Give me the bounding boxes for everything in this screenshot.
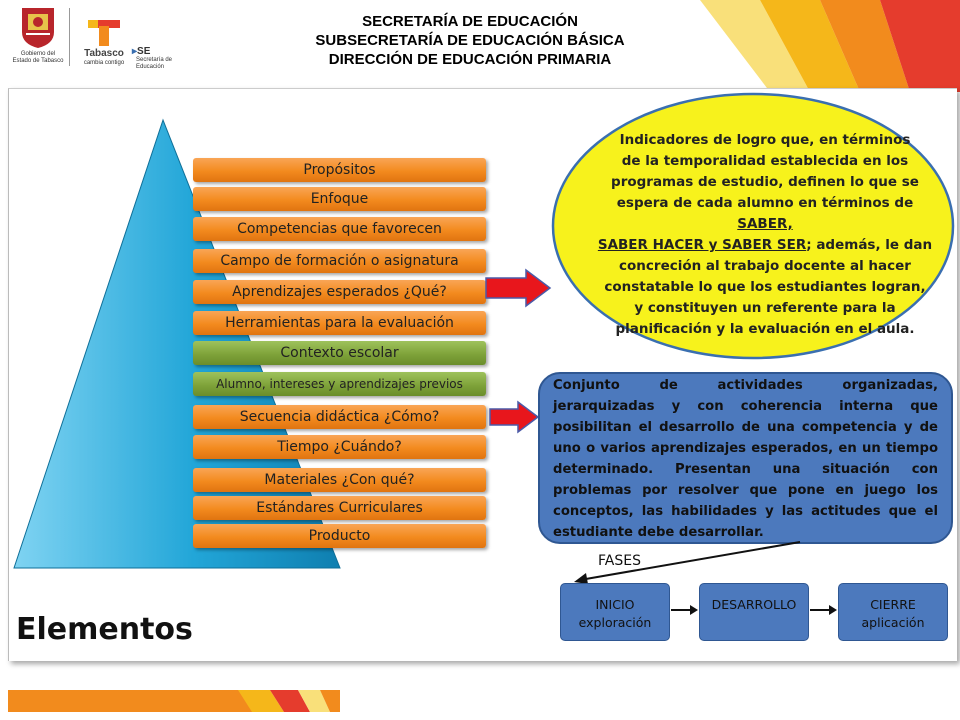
pyramid-bar: Producto [193, 524, 486, 548]
phase-sub: exploración [578, 615, 652, 630]
phase-title: DESARROLLO [711, 597, 797, 612]
pyramid-bar: Materiales ¿Con qué? [193, 468, 486, 492]
indicators-underlined: SABER HACER y SABER SER [597, 237, 807, 253]
pyramid-bar: Propósitos [193, 158, 486, 182]
slide-title: Elementos [16, 612, 193, 647]
indicators-line: de la temporalidad establecida en los [621, 153, 909, 169]
tabasco-label: Tabasco [84, 48, 124, 59]
se-sub1: Secretaría de [136, 57, 173, 63]
indicators-span: espera de cada alumno en términos de [616, 195, 914, 211]
pyramid-bar: Contexto escolar [193, 341, 486, 365]
indicators-line: planificación y la evaluación en el aula. [615, 321, 915, 337]
indicators-line [590, 193, 940, 235]
header-line3: DIRECCIÓN DE EDUCACIÓN PRIMARIA [328, 51, 612, 68]
pyramid-bar: Competencias que favorecen [193, 217, 486, 241]
gobierno-line1: Gobierno del [20, 51, 56, 57]
phase-desarrollo [699, 583, 809, 641]
gobierno-line2: Estado de Tabasco [12, 58, 64, 64]
indicators-text [590, 130, 940, 340]
indicators-line: concreción al trabajo docente al hacer [619, 258, 911, 274]
arrow-right-icon [488, 400, 540, 434]
arrow-right-icon [484, 268, 554, 308]
pyramid-bar: Herramientas para la evaluación [193, 311, 486, 335]
indicators-line: constatable lo que los estudiantes logran, [604, 279, 926, 295]
phase-sub: aplicación [861, 615, 925, 630]
pyramid-bar: Alumno, intereses y aprendizajes previos [193, 372, 486, 396]
indicators-line: y constituyen un referente para la [634, 300, 896, 316]
indicators-line [590, 235, 940, 256]
phase-cierre [838, 583, 948, 641]
fases-label: FASES [598, 553, 641, 569]
phase-title: INICIO [595, 597, 635, 612]
pyramid-bar: Tiempo ¿Cuándo? [193, 435, 486, 459]
se-sub2: Educación [136, 64, 165, 70]
phase-title: CIERRE [870, 597, 916, 612]
pyramid-bar: Estándares Curriculares [193, 496, 486, 520]
indicators-line: programas de estudio, definen lo que se [611, 174, 919, 190]
sequence-text: Conjunto de actividades organizadas, jerarquizadas y con coherencia interna que posibilitan el desarrollo de una competencia y de uno o varios aprendizajes esperados, en un tiempo determinado. Presentan una situación con problemas por resolver que pone en juego los conceptos, las habilidades y las actitudes que el estudiante debe desarrollar. [553, 378, 938, 540]
tabasco-sub-label: cambia contigo [83, 60, 125, 66]
se-text: SE [137, 46, 151, 57]
pyramid-bar: Aprendizajes esperados ¿Qué? [193, 280, 486, 304]
phase-inicio [560, 583, 670, 641]
arrow-right-icon [670, 602, 700, 618]
decor-stripes-bottom [8, 690, 340, 712]
indicators-line: Indicadores de logro que, en términos [619, 132, 911, 148]
header-line2: SUBSECRETARÍA DE EDUCACIÓN BÁSICA [315, 32, 625, 49]
arrow-right-icon [809, 602, 839, 618]
indicators-span: ; además, le dan [806, 237, 933, 253]
pyramid-bar: Campo de formación o asignatura [193, 249, 486, 273]
pyramid-bar: Secuencia didáctica ¿Cómo? [193, 405, 486, 429]
se-label: ▸SE [132, 46, 151, 57]
header-line1: SECRETARÍA DE EDUCACIÓN [362, 13, 578, 30]
pyramid-bar: Enfoque [193, 187, 486, 211]
indicators-underlined: SABER, [737, 216, 793, 232]
